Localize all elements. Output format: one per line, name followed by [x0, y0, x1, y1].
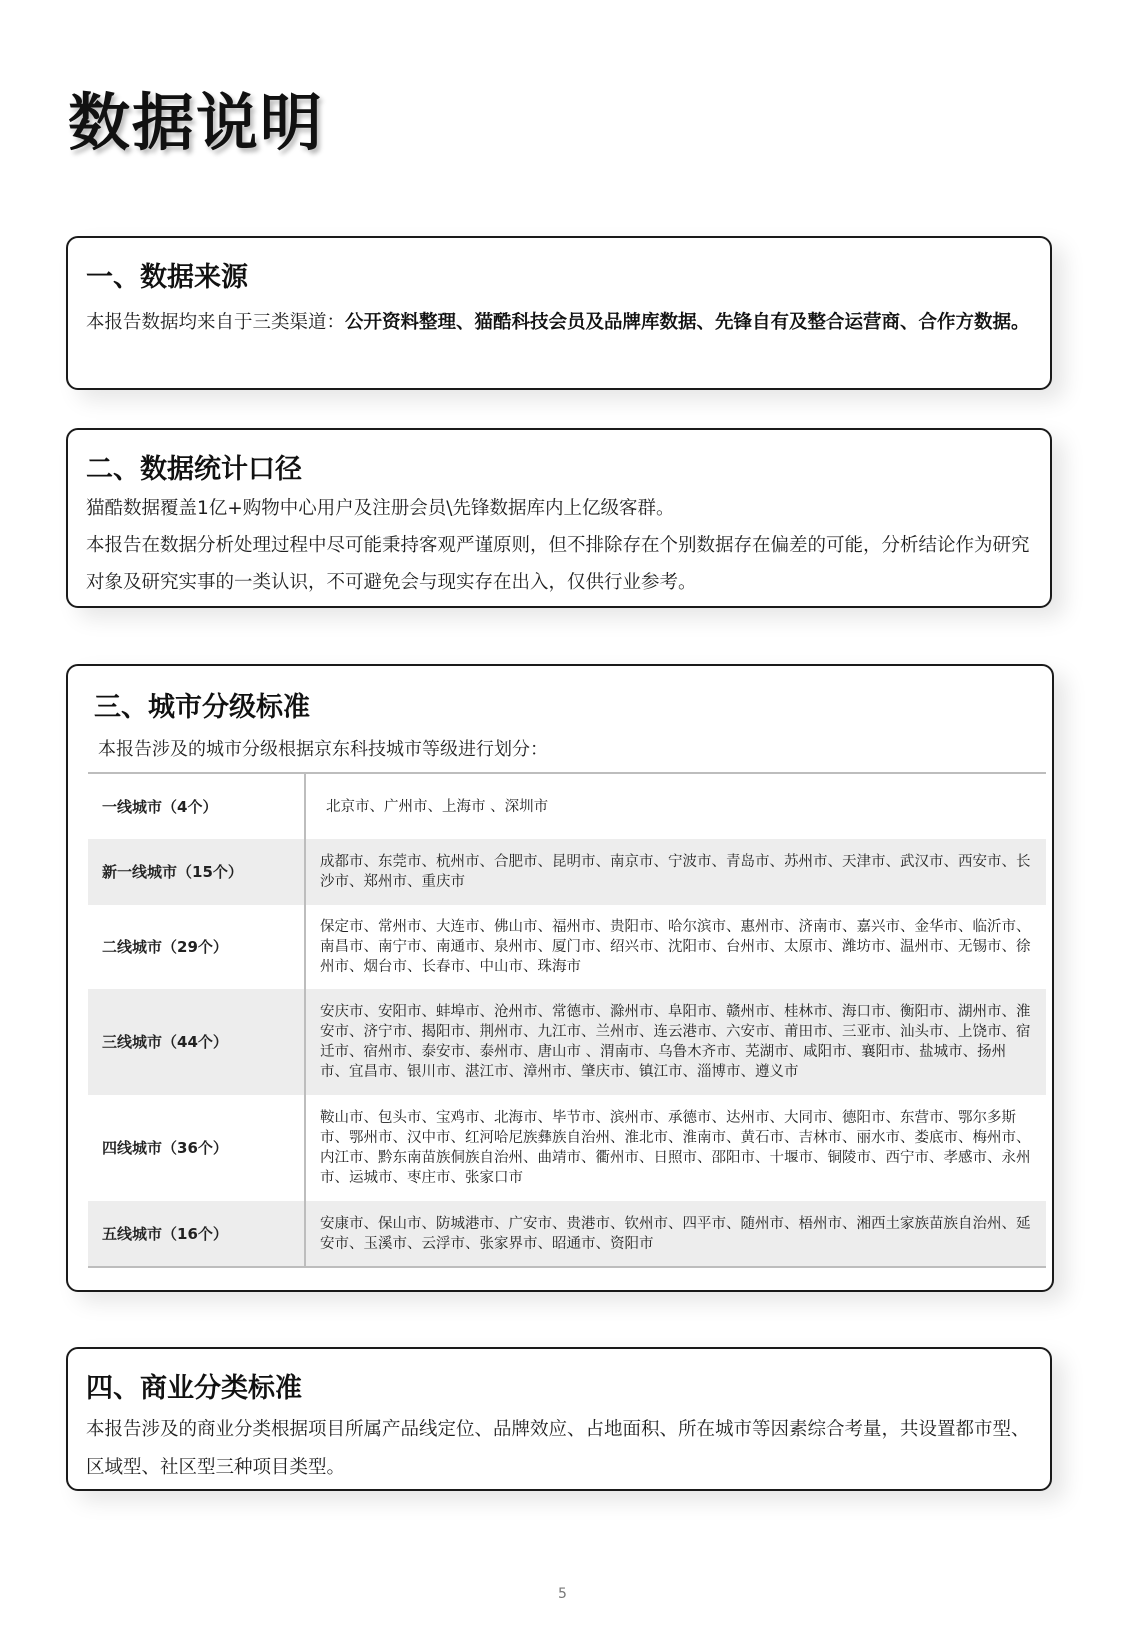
tier-label: 四线城市（36个） [88, 1095, 305, 1201]
tier-label: 五线城市（16个） [88, 1201, 305, 1267]
tier-label: 新一线城市（15个） [88, 839, 305, 905]
tier-label: 三线城市（44个） [88, 989, 305, 1095]
table-row [88, 1201, 1046, 1267]
city-tier-table [88, 772, 1046, 1268]
table-row [88, 773, 1046, 839]
statistics-scope-heading: 二、数据统计口径 [86, 454, 302, 485]
commercial-classification-card [66, 1347, 1052, 1491]
table-row [88, 839, 1046, 905]
statistics-scope-card [66, 428, 1052, 608]
data-source-card [66, 236, 1052, 390]
page-title: 数据说明 [68, 86, 325, 159]
commercial-classification-heading: 四、商业分类标准 [86, 1373, 302, 1404]
tier-cities: 保定市、常州市、大连市、佛山市、福州市、贵阳市、哈尔滨市、惠州市、济南市、嘉兴市、金华市、临沂市、南昌市、南宁市、南通市、泉州市、厦门市、绍兴市、沈阳市、台州市、太原市、潍坊市、温州市、无锡市、徐州市、烟台市、长春市、中山市、珠海市 [320, 919, 1031, 975]
commercial-classification-text: 本报告涉及的商业分类根据项目所属产品线定位、品牌效应、占地面积、所在城市等因素综合考量，共设置都市型、区域型、社区型三种项目类型。 [86, 1419, 1030, 1478]
city-tier-card [66, 664, 1054, 1292]
data-source-heading: 一、数据来源 [86, 262, 248, 293]
table-row [88, 989, 1046, 1095]
statistics-scope-line-1: 猫酷数据覆盖1亿+购物中心用户及注册会员\先锋数据库内上亿级客群。 [86, 498, 675, 519]
tier-label: 二线城市（29个） [88, 905, 305, 989]
city-tier-heading: 三、城市分级标准 [94, 692, 310, 723]
tier-cities: 安康市、保山市、防城港市、广安市、贵港市、钦州市、四平市、随州市、梧州市、湘西土家族苗族自治州、延安市、玉溪市、云浮市、张家界市、昭通市、资阳市 [305, 1201, 1046, 1267]
city-tier-intro: 本报告涉及的城市分级根据京东科技城市等级进行划分： [98, 739, 548, 760]
data-source-intro: 本报告数据均来自于三类渠道： [86, 312, 346, 333]
data-source-text [86, 304, 1032, 342]
table-row [88, 1095, 1046, 1201]
statistics-scope-line-2: 本报告在数据分析处理过程中尽可能秉持客观严谨原则，但不排除存在个别数据存在偏差的可能，分析结论作为研究对象及研究实事的一类认识，不可避免会与现实存在出入，仅供行业参考。 [86, 535, 1030, 593]
data-source-channels: 公开资料整理、猫酷科技会员及品牌库数据、先锋自有及整合运营商、合作方数据。 [345, 312, 1030, 333]
tier-cities: 成都市、东莞市、杭州市、合肥市、昆明市、南京市、宁波市、青岛市、苏州市、天津市、武汉市、西安市、长沙市、郑州市、重庆市 [305, 839, 1046, 905]
tier-cities: 北京市、广州市、上海市 、深圳市 [326, 798, 549, 815]
table-row [88, 905, 1046, 989]
tier-cities: 安庆市、安阳市、蚌埠市、沧州市、常德市、滁州市、阜阳市、赣州市、桂林市、海口市、衡阳市、湖州市、淮安市、济宁市、揭阳市、荆州市、九江市、兰州市、连云港市、六安市、莆田市、三亚市、汕头市、上饶市、宿迁市、宿州市、泰安市、泰州市、唐山市 、渭南市、乌鲁木齐市、芜湖市、咸阳市、襄阳市、盐城市、扬州市、宜昌市、银川市、湛江市、漳州市、肇庆市、镇江市、淄博市、遵义市 [305, 989, 1046, 1095]
page-number: 5 [558, 1586, 567, 1602]
tier-label: 一线城市（4个） [88, 773, 305, 839]
tier-cities: 鞍山市、包头市、宝鸡市、北海市、毕节市、滨州市、承德市、达州市、大同市、德阳市、东营市、鄂尔多斯市、鄂州市、汉中市、红河哈尼族彝族自治州、淮北市、淮南市、黄石市、吉林市、丽水市、娄底市、梅州市、内江市、黔东南苗族侗族自治州、曲靖市、衢州市、日照市、邵阳市、十堰市、铜陵市、西宁市、孝感市、永州市、运城市、枣庄市、张家口市 [320, 1110, 1031, 1186]
